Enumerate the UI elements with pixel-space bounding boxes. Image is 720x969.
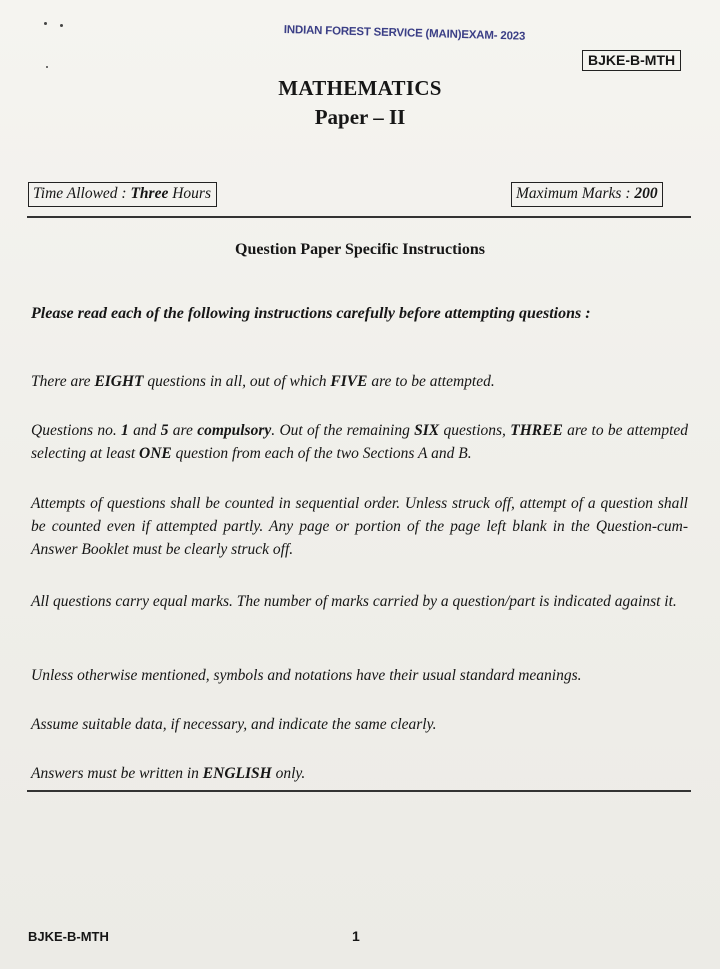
subject-title: MATHEMATICS <box>278 76 442 100</box>
text-bold: THREE <box>510 422 563 439</box>
paper-number: Paper – II <box>314 105 406 129</box>
text-segment: only. <box>271 765 306 782</box>
time-label: Time Allowed : <box>33 185 127 202</box>
text-bold: SIX <box>414 422 440 439</box>
text-bold: FIVE <box>330 373 368 390</box>
text-bold: ENGLISH <box>202 765 272 782</box>
paper-code-box: BJKE-B-MTH <box>582 50 681 71</box>
time-unit: Hours <box>172 185 211 202</box>
page-number: 1 <box>352 928 360 944</box>
text-segment: question from each of the two Sections A and B. <box>171 445 472 462</box>
instruction-assume-data: Assume suitable data, if necessary, and indicate the same clearly. <box>31 716 437 733</box>
instruction-notations: Unless otherwise mentioned, symbols and notations have their usual standard meanings. <box>31 667 582 684</box>
text-segment: questions in all, out of which <box>143 373 331 390</box>
instruction-compulsory <box>31 419 688 465</box>
instruction-english <box>31 762 688 785</box>
text-segment: Answers must be written in <box>31 765 203 782</box>
marks-label: Maximum Marks : <box>516 185 631 202</box>
bottom-divider <box>27 790 691 792</box>
instruction-sequential-order: Attempts of questions shall be counted in sequential order. Unless struck off, attempt of a question shall be counted even if attempted partly. Any page or portion of the page left blank in the Question-cum-Answer Booklet must be clearly struck off. <box>31 495 688 558</box>
scan-speck <box>44 22 47 25</box>
instructions-heading: Question Paper Specific Instructions <box>235 241 485 258</box>
text-segment: Questions no. <box>31 422 122 439</box>
exam-stamp: INDIAN FOREST SERVICE (MAIN)EXAM- 2023 <box>283 24 526 43</box>
text-bold: ONE <box>139 445 172 462</box>
text-segment: are to be attempted selecting at least <box>31 422 689 462</box>
time-allowed-box <box>28 182 217 207</box>
scan-speck <box>46 66 48 68</box>
text-segment: are to be attempted. <box>367 373 495 390</box>
scan-speck <box>60 24 63 27</box>
time-value: Three <box>130 185 169 202</box>
text-bold: 5 <box>160 422 169 439</box>
top-divider <box>27 216 691 218</box>
text-segment: There are <box>31 373 95 390</box>
text-bold: compulsory <box>197 422 272 439</box>
text-segment: are <box>168 422 198 439</box>
text-segment: . Out of the remaining <box>271 422 415 439</box>
marks-value: 200 <box>634 185 658 202</box>
instructions-intro: Please read each of the following instructions carefully before attempting questions : <box>31 305 591 322</box>
instruction-question-count <box>31 370 688 393</box>
instruction-equal-marks: All questions carry equal marks. The number of marks carried by a question/part is indicated against it. <box>31 593 677 610</box>
text-segment: questions, <box>439 422 511 439</box>
maximum-marks-box <box>511 182 663 207</box>
footer-paper-code: BJKE-B-MTH <box>28 929 109 944</box>
text-bold: 1 <box>121 422 129 439</box>
text-segment: and <box>128 422 161 439</box>
text-bold: EIGHT <box>94 373 144 390</box>
